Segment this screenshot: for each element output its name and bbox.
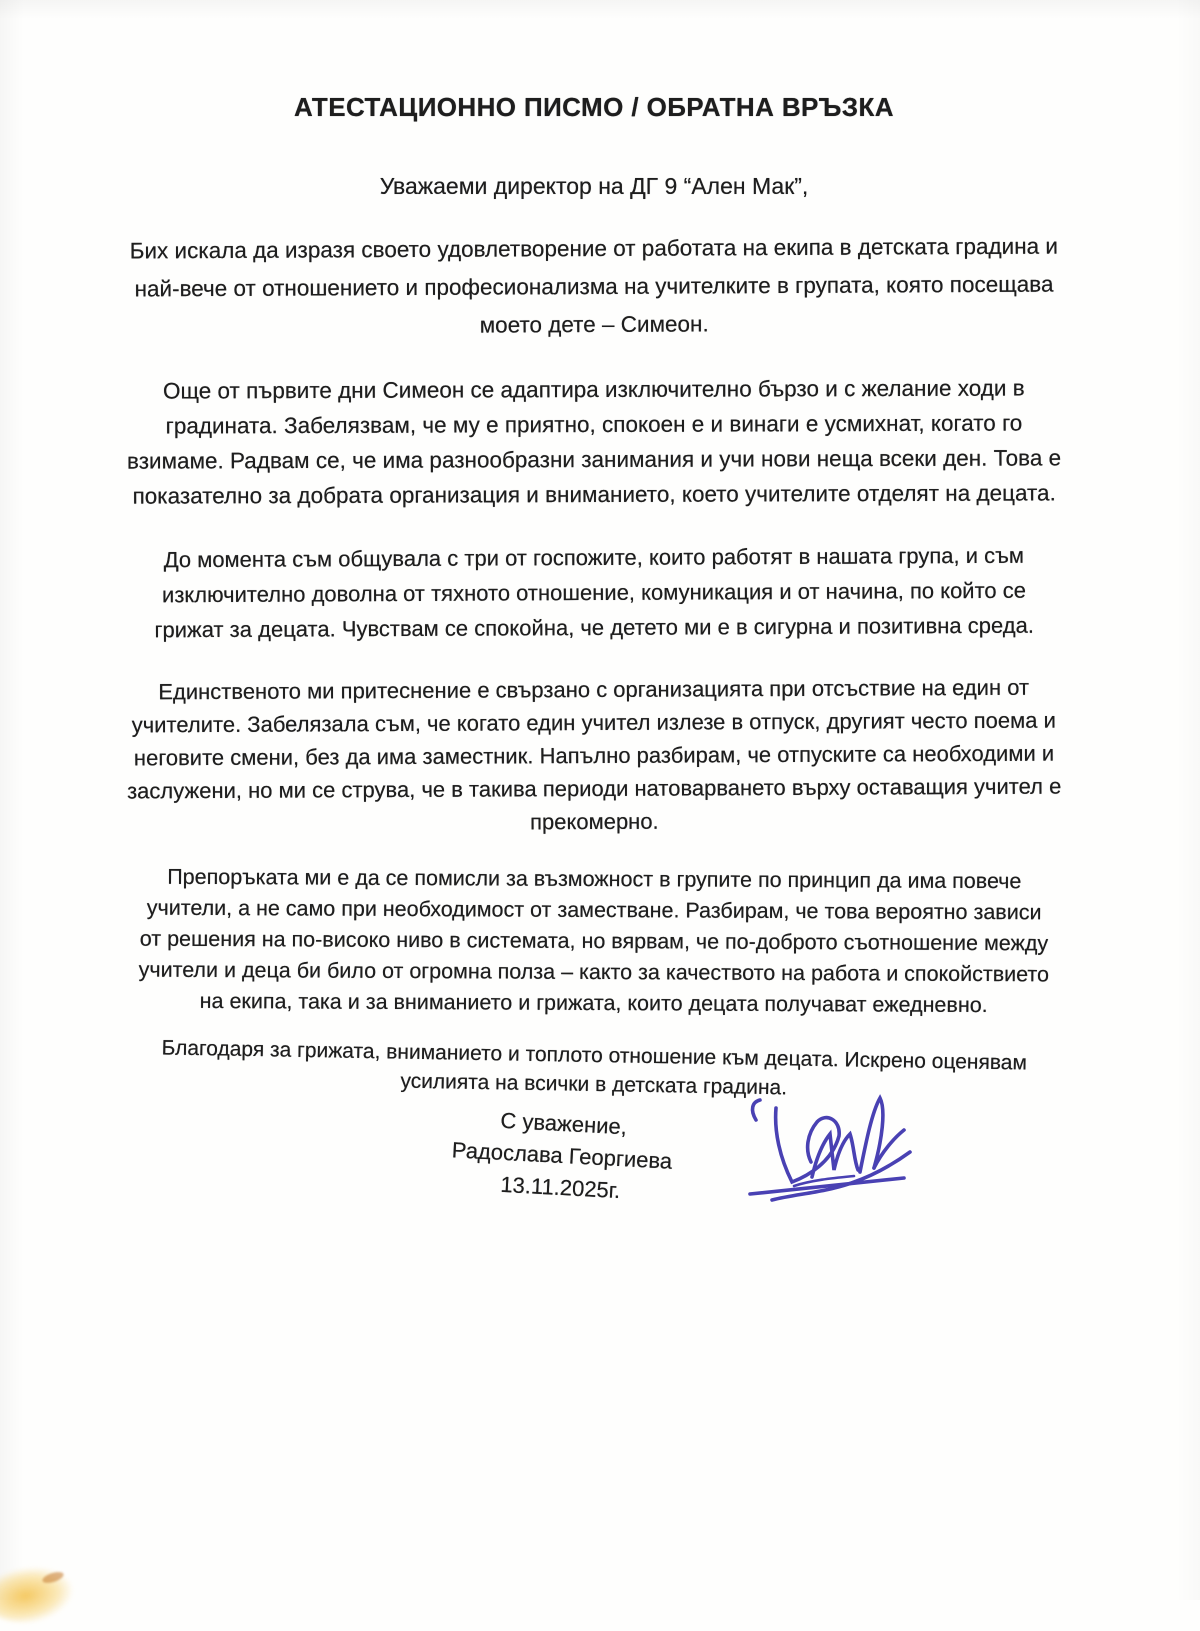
letter-title: АТЕСТАЦИОННО ПИСМО / ОБРАТНА ВРЪЗКА [294,92,894,122]
letter-paragraph-5: Препоръката ми е да се помисли за възможност в групите по принцип да има повече учители, а не само при необходимост от заместване. Разбирам, че това вероятно зависи от решения на по-високо ниво в системата, но вярвам, че по-доброто съотношение между учители и деца би било от огромна полза – както за качеството на работа и спокойствието на екипа, така и за вниманието и грижата, които децата получават ежедневно. [138,864,1050,1018]
letter-paragraph-4: Единственото ми притеснение е свързано с организацията при отсъствие на един от учителите. Забелязала съм, че когато един учител излезе в отпуск, другият често поема и неговите смени, без да има заместник. Напълно разбирам, че отпуските са необходими и заслужени, но ми се струва, че в такива периоди натоварването върху оставащия учител е прекомерно. [126,674,1062,835]
letter-paragraph-2: Още от първите дни Симеон се адаптира изключително бързо и с желание ходи в градината. Забелязвам, че му е приятно, спокоен е и винаги е усмихнат, когато го взимаме. Радвам се, че има разнообразни занимания и учи нови неща всеки ден. Това е показателно за добрата организация и вниманието, което учителите отделят на децата. [126,375,1062,509]
letter-paragraph-6: Благодаря за грижата, вниманието и топлото отношение към децата. Искрено оценявам усилията на всички в детската градина. [161,1036,1028,1100]
letter-salutation: Уважаеми директор на ДГ 9 “Ален Мак”, [379,173,809,199]
handwritten-signature-icon [742,1082,922,1207]
scan-smudge [0,1543,95,1631]
letter-paragraph-3: До момента съм общувала с три от госпожите, които работят в нашата група, и съм изключително доволна от тяхното отношение, комуникация и от начина, по който се грижат за децата. Чувствам се спокойна, че детето ми е в сигурна и позитивна среда. [154,542,1034,643]
closing-block [410,1100,715,1212]
letter-date: 13.11.2025г. [499,1171,621,1204]
letter-paragraph-1: Бих искала да изразя своето удовлетворение от работата на екипа в детската градина и най-вече от отношението и професионализма на учителките в групата, която посещава моето дете – Симеон. [129,233,1058,338]
signer-name: Радослава Георгиева [451,1137,673,1174]
letter-valediction: С уважение, [499,1107,628,1140]
